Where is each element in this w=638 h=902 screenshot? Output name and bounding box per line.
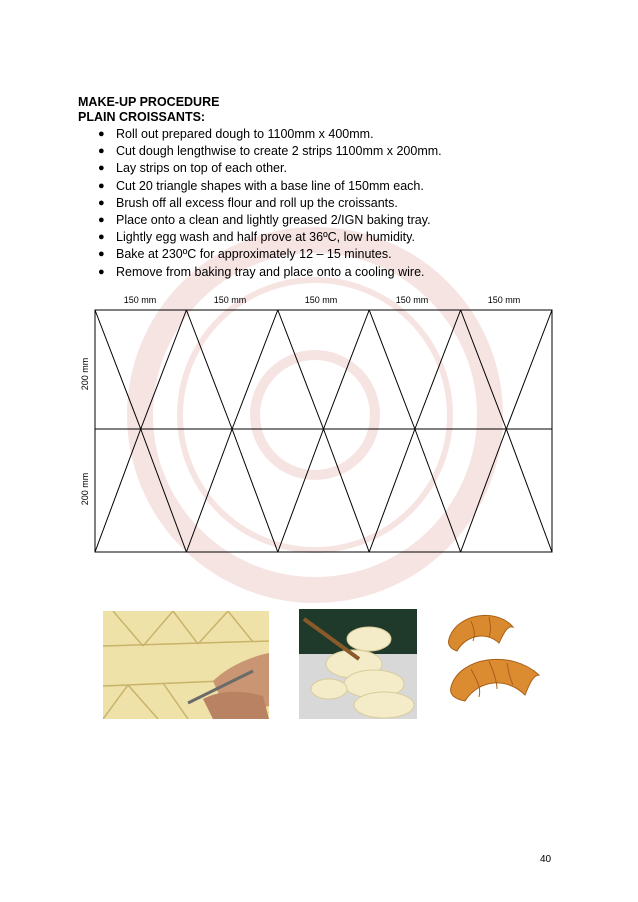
cut-line bbox=[415, 429, 461, 552]
top-dimension-label: 150 mm bbox=[395, 295, 429, 305]
cut-line bbox=[506, 429, 552, 552]
bullet-icon: ● bbox=[98, 265, 105, 278]
procedure-steps bbox=[96, 126, 556, 281]
top-dimension-label: 150 mm bbox=[123, 295, 157, 305]
cut-line bbox=[95, 310, 141, 429]
dough-outline bbox=[95, 310, 552, 552]
dough-cutting-photo bbox=[103, 611, 269, 719]
side-dimension-label: 200 mm bbox=[80, 357, 90, 391]
section-subheading: PLAIN CROISSANTS: bbox=[78, 110, 206, 124]
cut-line bbox=[278, 310, 324, 429]
bullet-icon: ● bbox=[98, 145, 105, 158]
cut-line bbox=[506, 310, 552, 429]
cut-line bbox=[369, 310, 415, 429]
bullet-icon: ● bbox=[98, 179, 105, 192]
bullet-icon: ● bbox=[98, 162, 105, 175]
cut-line bbox=[232, 310, 278, 429]
baked-croissants-photo bbox=[441, 609, 543, 714]
list-item: ● Place onto a clean and lightly greased 2/IGN baking tray. bbox=[96, 212, 556, 229]
top-dimension-label: 150 mm bbox=[213, 295, 247, 305]
list-item: ● Brush off all excess flour and roll up the croissants. bbox=[96, 195, 556, 212]
cut-line bbox=[415, 310, 461, 429]
cut-line bbox=[186, 429, 232, 552]
list-item: ● Lay strips on top of each other. bbox=[96, 160, 556, 177]
list-item: ● Cut 20 triangle shapes with a base line of 150mm each. bbox=[96, 178, 556, 195]
list-item: ● Lightly egg wash and half prove at 36ºC, low humidity. bbox=[96, 229, 556, 246]
cut-line bbox=[324, 429, 370, 552]
triangle-grid bbox=[95, 310, 552, 552]
cut-line bbox=[141, 310, 187, 429]
cut-line bbox=[141, 429, 187, 552]
bullet-icon: ● bbox=[98, 128, 105, 140]
list-item: ● Bake at 230ºC for approximately 12 – 15 minutes. bbox=[96, 246, 556, 263]
rolled-croissants-photo bbox=[299, 609, 417, 719]
list-item: ● Remove from baking tray and place onto a cooling wire. bbox=[96, 264, 556, 281]
side-dimension-label: 200 mm bbox=[80, 472, 90, 506]
cut-line bbox=[461, 429, 507, 552]
bullet-icon: ● bbox=[98, 231, 105, 244]
triangle-cutting-diagram bbox=[76, 290, 556, 560]
cut-line bbox=[95, 429, 141, 552]
cut-line bbox=[278, 429, 324, 552]
bullet-icon: ● bbox=[98, 248, 105, 261]
list-item: ● Cut dough lengthwise to create 2 strips 1100mm x 200mm. bbox=[96, 143, 556, 160]
section-heading: MAKE-UP PROCEDURE bbox=[78, 95, 220, 109]
cut-line bbox=[461, 310, 507, 429]
cut-line bbox=[324, 310, 370, 429]
cut-line bbox=[369, 429, 415, 552]
cut-line bbox=[232, 429, 278, 552]
page-number: 40 bbox=[540, 854, 552, 865]
bullet-icon: ● bbox=[98, 214, 105, 227]
top-dimension-label: 150 mm bbox=[304, 295, 338, 305]
top-dimension-label: 150 mm bbox=[487, 295, 521, 305]
list-item: ● Roll out prepared dough to 1100mm x 400mm. bbox=[96, 126, 556, 143]
cut-line bbox=[186, 310, 232, 429]
bullet-icon: ● bbox=[98, 196, 105, 209]
